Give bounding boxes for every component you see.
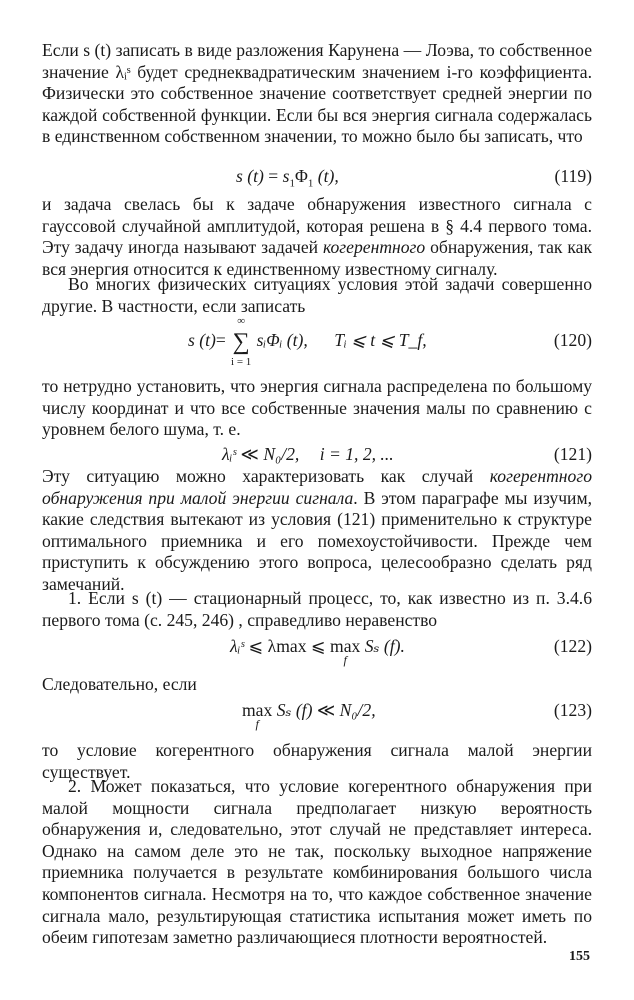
paragraph-9: 2. Может показаться, что условие когерентного обнаружения при малой мощности сигнала предполагает низкую вероятность обнаружения и, следовательно, этот случай не представляет интереса. Однако на самом деле это не так, поскольку выходное напряжение приемника получается в результате комбинирования большого числа компонентов сигнала. Несмотря на то, что каждое собственное значение сигнала мало, результирующая статистика испытания может иметь по обеим гипотезам заметно различающиеся плотности вероятностей. bbox=[42, 776, 592, 948]
page-number: 155 bbox=[569, 949, 590, 964]
equation-number: (121) bbox=[553, 444, 592, 464]
equation-number: (120) bbox=[553, 330, 592, 350]
paragraph-3: Во многих физических ситуациях условия этой задачи совершенно другие. В частности, если записать bbox=[42, 274, 592, 316]
equation-121: λᵢˢ ≪ N₀/2, i = 1, 2, ... (121) bbox=[222, 444, 592, 464]
paragraph-4: то нетрудно установить, что энергия сигнала распределена по большому числу координат и что все собственные значения малы по сравнению с уровнем белого шума, т. е. bbox=[42, 376, 592, 440]
equation-120: s (t)= ∞ ∑ i = 1 sᵢΦᵢ (t), Tᵢ ⩽ t ⩽ T_f, (120) bbox=[188, 315, 592, 368]
equation-number: (119) bbox=[554, 166, 592, 186]
equation-122: λᵢˢ ⩽ λmax ⩽ max f Sₛ (f). (122) bbox=[230, 636, 592, 667]
paragraph-8: то условие когерентного обнаружения сигнала малой энергии существует. bbox=[42, 740, 592, 782]
equation-123: max f Sₛ (f) ≪ N₀/2, (123) bbox=[242, 700, 592, 731]
paragraph-7: Следовательно, если bbox=[42, 674, 197, 694]
paragraph-5: Эту ситуацию можно характеризовать как случай когерентного обнаружения при малой энергии сигнала. В этом параграфе мы изучим, какие следствия вытекают из условия (121) применительно к структуре оптимального приемника и его помехоустойчивости. Прежде чем приступить к обсуждению этого вопроса, целесообразно сделать ряд замечаний. bbox=[42, 466, 592, 594]
summation-sign: ∞ ∑ i = 1 bbox=[231, 315, 252, 368]
equation-119: s $(t) = s_1\Phi_1$ (t), (119) bbox=[236, 166, 592, 190]
paragraph-2: и задача свелась бы к задаче обнаружения известного сигнала с гауссовой случайной амплитудой, которая решена в § 4.4 первого тома. Эту задачу иногда называют задачей когерентного обнаружения, так как вся энергия относится к единственному известному сигналу. bbox=[42, 194, 592, 279]
equation-number: (123) bbox=[553, 700, 592, 720]
paragraph-1: Если s (t) записать в виде разложения Карунена — Лоэва, то собственное значение λᵢˢ будет среднеквадратическим значением i-го коэффициента. Физически это собственное значение соответствует средней энергии по каждой собственной функции. Если бы вся энергия сигнала содержалась в единственном собственном значении, то можно было бы записать, что bbox=[42, 40, 592, 147]
equation-number: (122) bbox=[553, 636, 592, 656]
paragraph-6: 1. Если s (t) — стационарный процесс, то, как известно из п. 3.4.6 первого тома (с. 245, 246) , справедливо неравенство bbox=[42, 588, 592, 630]
